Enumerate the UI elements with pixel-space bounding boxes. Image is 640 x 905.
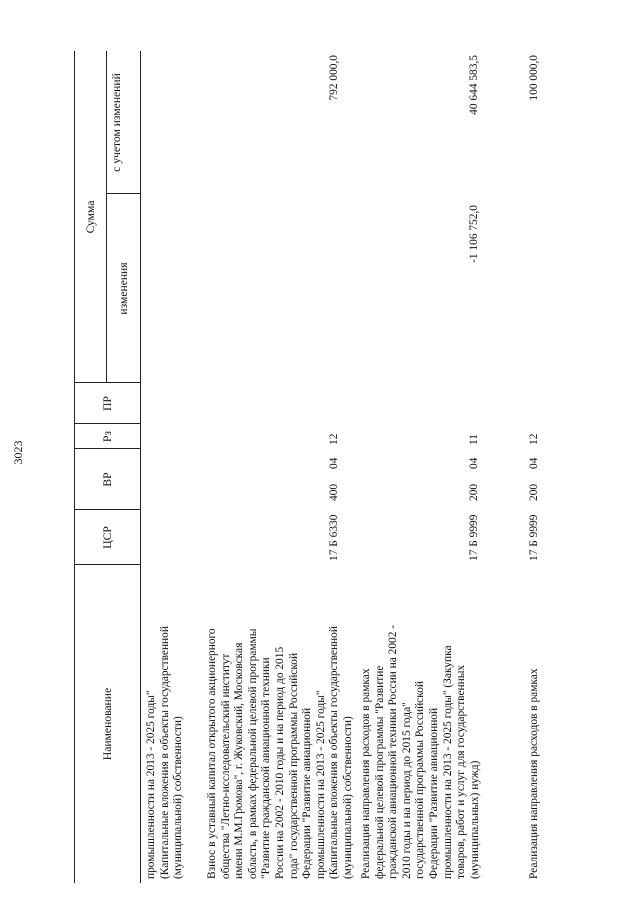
row-1-line-3: область, в рамках федеральной целевой программы <box>246 628 259 879</box>
row-2-line-3: 2010 годы и на период до 2015 года" <box>400 702 413 879</box>
row-1-csr: 17 Б 6330 <box>328 514 340 561</box>
row-1-line-6: года" государственной программы Российской <box>287 652 300 879</box>
header-name: Наименование <box>101 687 114 761</box>
row-2-total: 40 644 583,5 <box>468 55 480 115</box>
row-0-line-1: (Капитальные вложения в объекты государственной <box>158 626 171 879</box>
row-2-line-1: федеральной целевой программы "Развитие <box>373 665 386 879</box>
row-0-line-0: промышленности на 2013 - 2025 годы" <box>145 690 157 879</box>
header-sum: Сумма <box>84 200 97 234</box>
sum-divider <box>106 51 107 383</box>
row-1-pr: 12 <box>328 433 340 445</box>
header-csr: ЦСР <box>101 526 114 549</box>
row-1-total: 792 000,0 <box>328 55 340 101</box>
row-1-line-8: промышленности на 2013 - 2025 годы" <box>314 690 327 879</box>
header-rz: Рз <box>101 430 114 443</box>
row-2-line-4: государственной программы Российской <box>414 681 427 879</box>
row-1-line-5: России на 2002 - 2010 годы и на период до 2015 <box>273 646 286 879</box>
header-bottom-border <box>140 51 141 883</box>
row-1-name <box>206 565 356 879</box>
row-1-line-2: имени М.М.Громова", г. Жуковский, Московская <box>233 642 246 879</box>
row-1-line-7: Федерации "Развитие авиационной <box>301 707 314 879</box>
row-1-line-4: "Развитие гражданской авиационной техники <box>260 657 273 879</box>
header-changes: изменения <box>117 262 130 315</box>
row-2-rz: 04 <box>468 457 480 469</box>
header-with-changes <box>110 51 123 194</box>
page-number: 3023 <box>11 440 25 465</box>
row-2-line-0: Реализация направления расходов в рамках <box>360 668 372 879</box>
row-3-total: 100 000,0 <box>528 55 540 101</box>
row-3-vr: 200 <box>528 483 540 501</box>
row-2-changes: -1 106 752,0 <box>468 205 480 263</box>
row-3-name <box>528 565 542 879</box>
row-3-line-0: Реализация направления расходов в рамках <box>528 668 540 879</box>
row-1-line-9: (Капитальные вложения в объекты государственной <box>328 626 341 879</box>
table-top-border <box>74 51 75 883</box>
row-2-csr: 17 Б 9999 <box>468 514 480 561</box>
row-0-name <box>145 565 186 879</box>
row-2-line-6: промышленности на 2013 - 2025 годы" (Закупка <box>441 645 454 879</box>
row-0-line-2: (муниципальной) собственности) <box>172 716 185 879</box>
row-1-rz: 04 <box>328 457 340 469</box>
row-2-line-7: товаров, работ и услуг для государственных <box>455 664 468 879</box>
row-2-pr: 11 <box>468 434 480 445</box>
header-pr: ПР <box>101 396 114 411</box>
row-2-line-8: (муниципальных) нужд) <box>468 760 481 879</box>
header-with-changes-text: с учетом изменений <box>110 73 123 172</box>
row-2-name <box>360 565 482 879</box>
row-1-line-0: Взнос в уставный капитал открытого акционерного <box>206 628 218 879</box>
row-1-vr: 400 <box>328 483 340 501</box>
row-3-csr: 17 Б 9999 <box>528 514 540 561</box>
row-2-line-2: гражданской авиационной техники России на 2002 - <box>387 624 400 879</box>
row-1-line-1: общества "Летно-исследовательский институт <box>219 653 232 879</box>
row-2-line-5: Федерации "Развитие авиационной <box>427 707 440 879</box>
row-3-pr: 12 <box>528 433 540 445</box>
row-2-vr: 200 <box>468 483 480 501</box>
header-vr: ВР <box>101 472 114 487</box>
row-3-rz: 04 <box>528 457 540 469</box>
row-1-line-10: (муниципальной) собственности) <box>341 716 354 879</box>
